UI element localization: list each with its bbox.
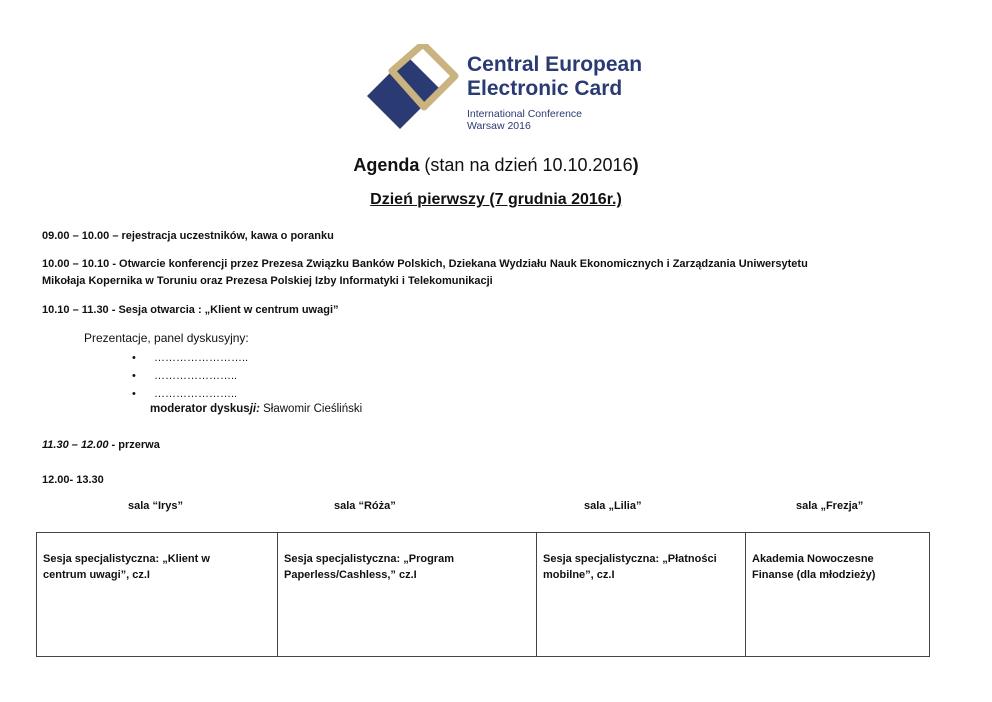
day-title: Dzień pierwszy (7 grudnia 2016r.) bbox=[370, 191, 622, 208]
schedule-item-session: 10.10 – 11.30 - Sesja otwarcia : „Klient w centrum uwagi” bbox=[42, 304, 339, 316]
logo-subtitle: International Conference Warsaw 2016 bbox=[467, 108, 582, 132]
session-cell: Sesja specjalistyczna: „Program Paperless/Cashless,” cz.I bbox=[278, 533, 537, 657]
schedule-item-registration: 09.00 – 10.00 – rejestracja uczestników, kawa o poranku bbox=[42, 230, 334, 242]
session-cell: Sesja specjalistyczna: „Klient w centrum uwagi”, cz.I bbox=[37, 533, 278, 657]
presentations-label: Prezentacje, panel dyskusyjny: bbox=[84, 331, 249, 345]
bullet-item: • ………………….. bbox=[132, 388, 238, 400]
room-irys: sala “Irys” bbox=[128, 500, 184, 512]
schedule-item-opening: 10.00 – 10.10 - Otwarcie konferencji przez Prezesa Związku Banków Polskich, Dziekana Wydziału Nauk Ekonomicznych i Zarządzania Uniwersytetu Mikołaja Kopernika w Toruniu oraz Prezesa Polskiej Izby Informatyki i Telekomunikacji bbox=[42, 258, 808, 287]
card-logo-icon bbox=[360, 44, 460, 144]
break-line: 11.30 – 12.00 - przerwa bbox=[42, 439, 160, 451]
session-cell: Akademia Nowoczesne Finanse (dla młodzieży) bbox=[746, 533, 930, 657]
moderator-line: moderator dyskusji: Sławomir Cieśliński bbox=[150, 403, 363, 415]
sessions-table bbox=[36, 532, 930, 657]
room-roza: sala “Róża” bbox=[334, 500, 396, 512]
session-cell: Sesja specjalistyczna: „Płatności mobilne”, cz.I bbox=[537, 533, 746, 657]
table-row bbox=[37, 533, 930, 657]
session-time: 12.00- 13.30 bbox=[42, 474, 104, 486]
conference-logo bbox=[360, 44, 650, 144]
room-frezja: sala „Frezja” bbox=[796, 500, 864, 512]
room-lilia: sala „Lilia” bbox=[584, 500, 642, 512]
logo-title: Central European Electronic Card bbox=[467, 53, 643, 100]
bullet-item: • …………………….. bbox=[132, 352, 249, 364]
agenda-title: Agenda (stan na dzień 10.10.2016) bbox=[353, 155, 639, 175]
bullet-item: • ………………….. bbox=[132, 370, 238, 382]
